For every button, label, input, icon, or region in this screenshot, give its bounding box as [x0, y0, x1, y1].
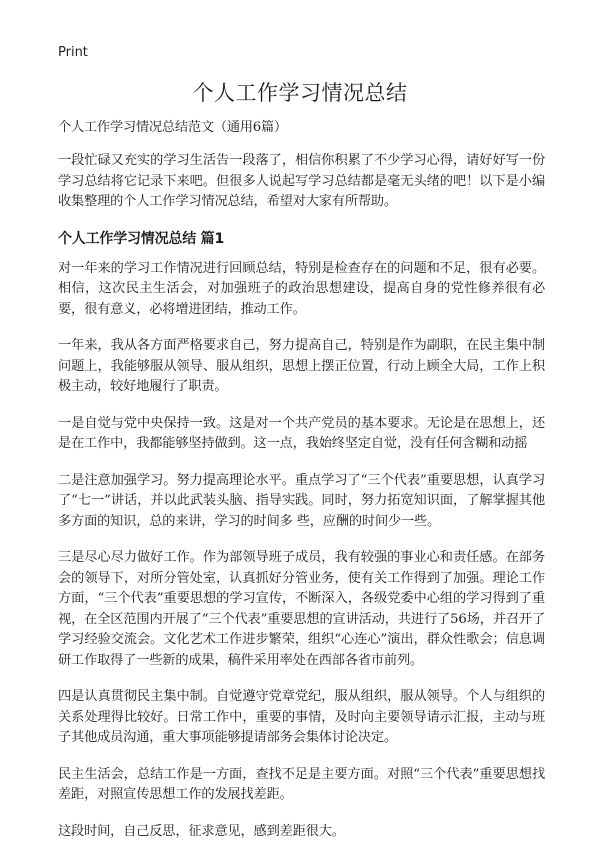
print-link[interactable]: Print — [58, 45, 88, 60]
paragraph-3: 一是自觉与党中央保持一致。这是对一个共产党员的基本要求。无论是在思想上，还是在工作中，我都能够坚持做到。这一点，我始终坚定自觉，没有任何含糊和动摇 — [58, 415, 545, 451]
paragraph-2: 一年来，我从各方面严格要求自己，努力提高自己，特别是作为副职，在民主集中制问题上，我能够服从领导、服从组织，思想上摆正位置，行动上顾全大局，工作上积极主动，较好地履行了职责。 — [58, 338, 545, 394]
document-body — [58, 118, 545, 858]
document-title: 个人工作学习情况总结 — [192, 81, 408, 105]
section-heading: 个人工作学习情况总结 篇1 — [58, 230, 225, 247]
intro-paragraph: 一段忙碌又充实的学习生活告一段落了，相信你积累了不少学习心得，请好好写一份学习总结将它记录下来吧。但很多人说起写学习总结都是毫无头绪的吧！以下是小编收集整理的个人工作学习情况总结，希望对大家有所帮助。 — [58, 153, 545, 209]
paragraph-1: 对一年来的学习工作情况进行回顾总结，特别是检查存在的问题和不足，很有必要。相信，这次民主生活会，对加强班子的政治思想建设，提高自身的党性修养很有必要，很有意义，必将增进团结，推动工作。 — [58, 260, 545, 317]
paragraph-4: 二是注意加强学习。努力提高理论水平。重点学习了“三个代表”重要思想，认真学习了“七一”讲话，并以此武装头脑、指导实践。同时，努力拓宽知识面，了解掌握其他多方面的知识，总的来讲，学习的时间多 些，应酬的时间少一些。 — [58, 472, 545, 529]
paragraph-6: 四是认真贯彻民主集中制。自觉遵守党章党纪，服从组织，服从领导。个人与组织的关系处理得比较好。日常工作中，重要的事情，及时向主要领导请示汇报，主动与班子其他成员沟通，重大事项能够提请部务会集体讨论决定。 — [58, 689, 545, 745]
paragraph-8: 这段时间，自己反思，征求意见，感到差距很大。 — [58, 823, 345, 839]
document-subtitle: 个人工作学习情况总结范文（通用6篇） — [58, 120, 287, 135]
paragraph-5: 三是尽心尽力做好工作。作为部领导班子成员，我有较强的事业心和责任感。在部务会的领导下，对所分管处室，认真抓好分管业务，使有关工作得到了加强。理论工作方面，“三个代表”重要思想的学习宣传，不断深入，各级党委中心组的学习得到了重视，在全区范围内开展了“三个代表”重要思想的宣讲活动，共进行了56场，并召开了学习经验交流会。文化艺术工作进步繁荣，组织“心连心”演出，群众性歌会；信息调研工作取得了一些新的成果，稿件采用率处在西部各省市前列。 — [58, 550, 545, 668]
paragraph-7: 民主生活会，总结工作是一方面，查找不足是主要方面。对照“三个代表”重要思想找差距，对照宣传思想工作的发展找差距。 — [58, 766, 545, 802]
